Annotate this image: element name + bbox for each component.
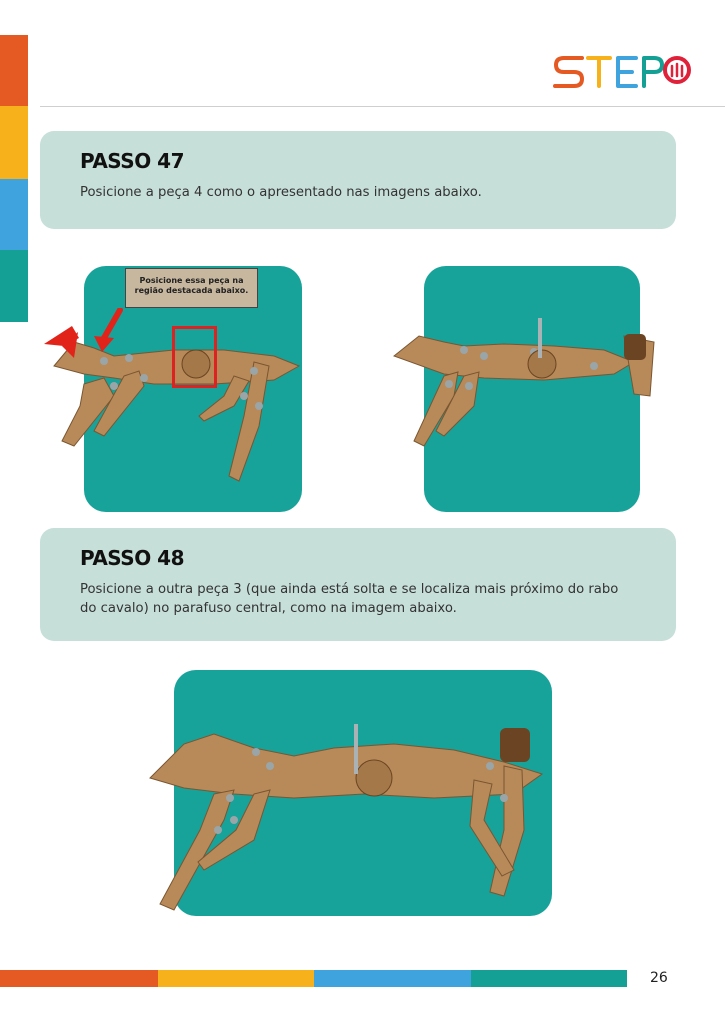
callout-line-2: região destacada abaixo. <box>134 286 249 295</box>
step-48-photo <box>174 670 552 916</box>
footer-stripe-yellow <box>158 970 314 987</box>
sidebar-stripe-teal <box>0 250 28 322</box>
footer-stripe-teal <box>471 970 627 987</box>
step-47-text: Posicione a peça 4 como o apresentado nas imagens abaixo. <box>80 185 482 200</box>
step-47-title: PASSO 47 <box>80 149 185 173</box>
footer-stripe-orange <box>0 970 158 987</box>
step-logo <box>552 48 692 94</box>
sidebar-stripe-blue <box>0 179 28 250</box>
highlight-region <box>172 326 217 388</box>
instruction-callout <box>125 268 258 308</box>
red-arrow-icon <box>92 308 126 354</box>
step-48-text: Posicione a outra peça 3 (que ainda está solta e se localiza mais próximo do rabo do cavalo) no parafuso central, como na imagem abaixo. <box>80 582 619 616</box>
header-divider <box>40 106 725 107</box>
callout-line-1: Posicione essa peça na <box>139 276 244 285</box>
sidebar-stripe-orange <box>0 35 28 106</box>
step-48-title: PASSO 48 <box>80 546 185 570</box>
step-47-box <box>40 131 676 229</box>
sidebar-stripe-yellow <box>0 106 28 179</box>
page-number: 26 <box>650 970 668 986</box>
step-47-photo-after <box>424 266 640 512</box>
step-48-box <box>40 528 676 641</box>
footer-stripe-blue <box>314 970 471 987</box>
